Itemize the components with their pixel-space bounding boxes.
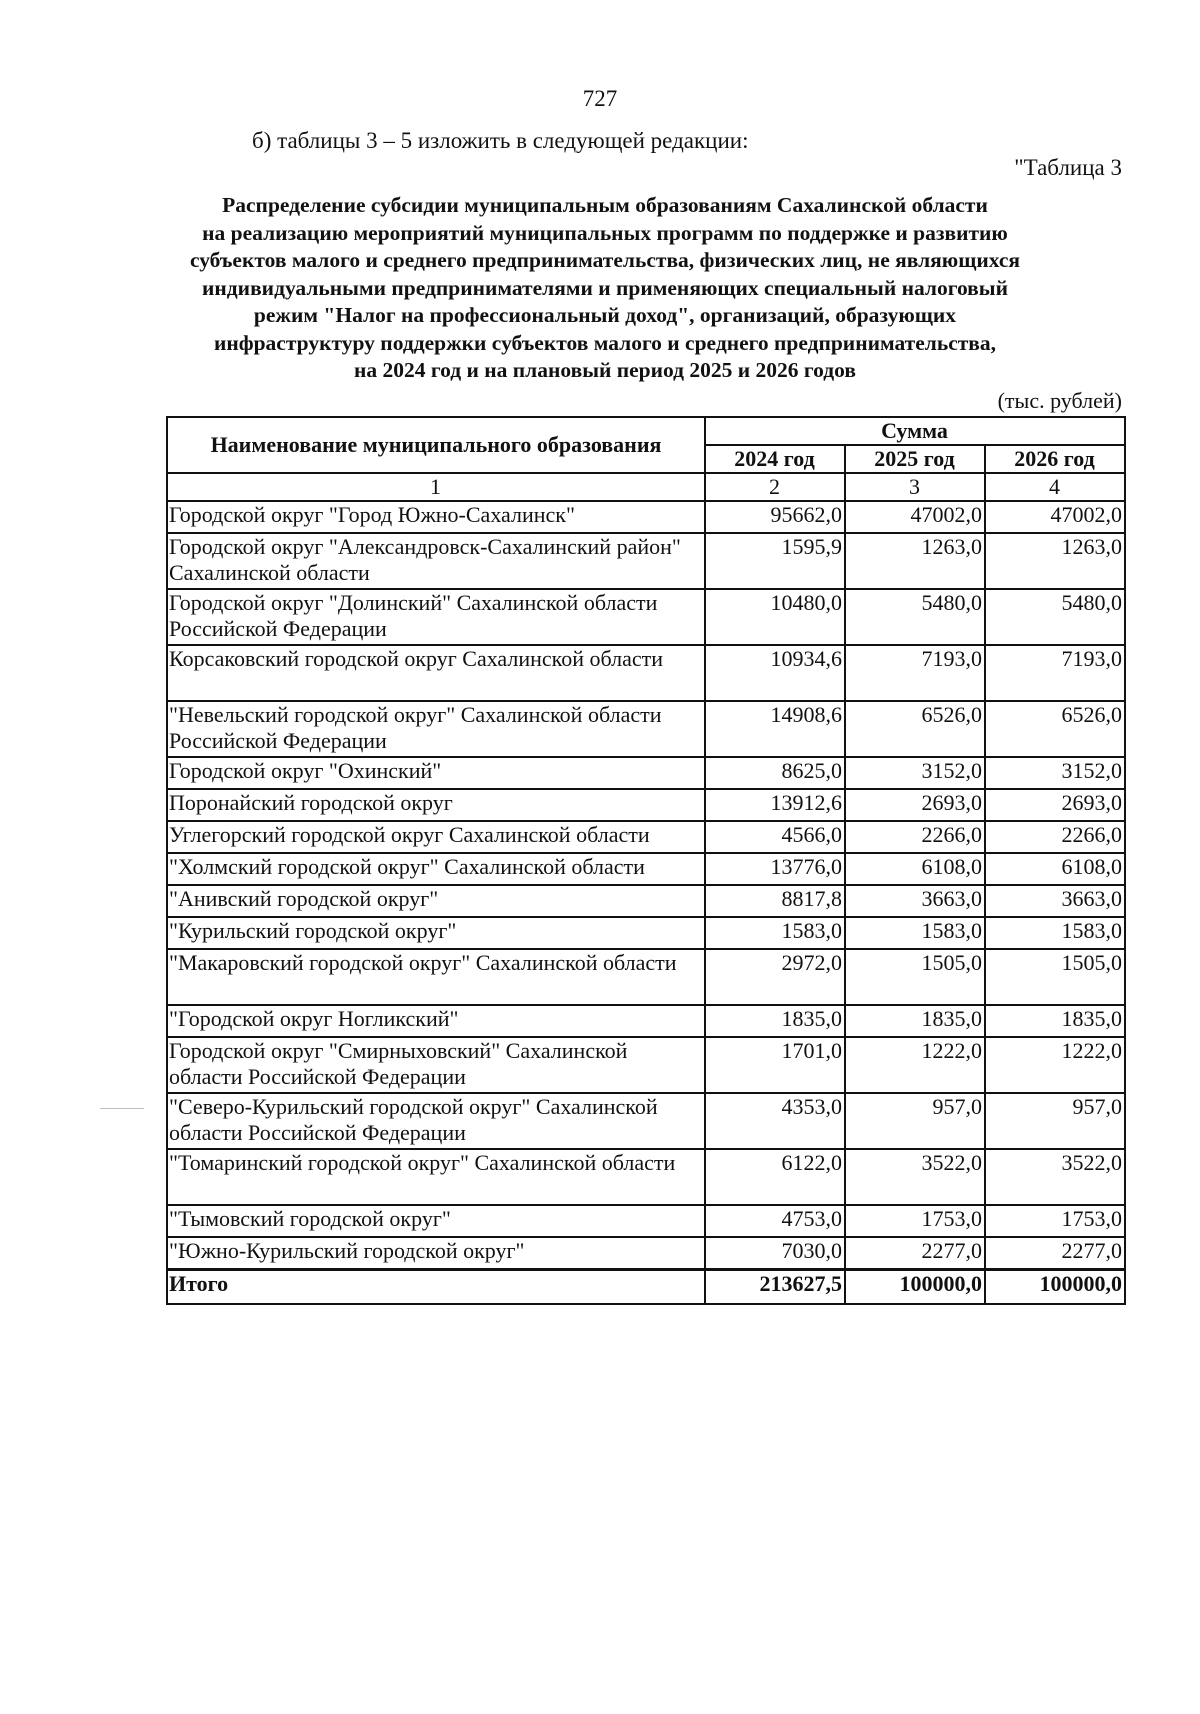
municipality-name: "Макаровский городской округ" Сахалинской области xyxy=(167,949,705,1005)
table-body xyxy=(167,473,1125,1304)
column-number: 1 xyxy=(167,473,705,501)
table-row xyxy=(167,885,1125,917)
value-2024: 7030,0 xyxy=(705,1237,845,1270)
table-row xyxy=(167,1149,1125,1205)
table-row xyxy=(167,501,1125,533)
value-2026: 47002,0 xyxy=(985,501,1125,533)
municipality-name: "Курильский городской округ" xyxy=(167,917,705,949)
value-2024: 8817,8 xyxy=(705,885,845,917)
value-2026: 1263,0 xyxy=(985,533,1125,589)
value-2025: 1583,0 xyxy=(845,917,985,949)
value-2025: 3152,0 xyxy=(845,757,985,789)
value-2025: 2693,0 xyxy=(845,789,985,821)
value-2026: 5480,0 xyxy=(985,589,1125,645)
value-2024: 13912,6 xyxy=(705,789,845,821)
value-2024: 10934,6 xyxy=(705,645,845,701)
table-row xyxy=(167,589,1125,645)
table-row xyxy=(167,701,1125,757)
table-row xyxy=(167,821,1125,853)
table-row xyxy=(167,949,1125,1005)
municipality-name: "Тымовский городской округ" xyxy=(167,1205,705,1237)
value-2026: 7193,0 xyxy=(985,645,1125,701)
value-2025: 1263,0 xyxy=(845,533,985,589)
table-row xyxy=(167,757,1125,789)
table-row xyxy=(167,645,1125,701)
table-row xyxy=(167,533,1125,589)
value-2025: 1835,0 xyxy=(845,1005,985,1037)
municipality-name: Городской округ "Долинский" Сахалинской области Российской Федерации xyxy=(167,589,705,645)
table-row xyxy=(167,853,1125,885)
table-title xyxy=(150,192,1060,385)
table-row xyxy=(167,1005,1125,1037)
value-2026: 1583,0 xyxy=(985,917,1125,949)
value-2024: 1701,0 xyxy=(705,1037,845,1093)
margin-mark xyxy=(100,1108,144,1109)
column-number: 4 xyxy=(985,473,1125,501)
value-2026: 1753,0 xyxy=(985,1205,1125,1237)
value-2024: 14908,6 xyxy=(705,701,845,757)
municipality-name: Городской округ "Смирныховский" Сахалинской области Российской Федерации xyxy=(167,1037,705,1093)
municipality-name: "Анивский городской округ" xyxy=(167,885,705,917)
value-2025: 1505,0 xyxy=(845,949,985,1005)
table-row xyxy=(167,1037,1125,1093)
value-2026: 6526,0 xyxy=(985,701,1125,757)
value-2025: 3522,0 xyxy=(845,1149,985,1205)
municipality-name: "Невельский городской округ" Сахалинской области Российской Федерации xyxy=(167,701,705,757)
value-2025: 2277,0 xyxy=(845,1237,985,1270)
municipality-name: Корсаковский городской округ Сахалинской области xyxy=(167,645,705,701)
total-2025: 100000,0 xyxy=(845,1270,985,1305)
table-label: "Таблица 3 xyxy=(1014,155,1122,180)
header-sum: Сумма xyxy=(705,417,1125,445)
municipality-name: "Южно-Курильский городской округ" xyxy=(167,1237,705,1270)
value-2025: 3663,0 xyxy=(845,885,985,917)
header-year-2024: 2024 год xyxy=(705,445,845,473)
value-2025: 6526,0 xyxy=(845,701,985,757)
municipality-name: "Томаринский городской округ" Сахалинской области xyxy=(167,1149,705,1205)
value-2026: 2266,0 xyxy=(985,821,1125,853)
value-2024: 8625,0 xyxy=(705,757,845,789)
table-row xyxy=(167,1093,1125,1149)
value-2024: 95662,0 xyxy=(705,501,845,533)
header-municipality: Наименование муниципального образования xyxy=(167,417,705,473)
title-line: режим "Налог на профессиональный доход", организаций, образующих xyxy=(253,303,957,327)
total-row xyxy=(167,1270,1125,1305)
municipality-name: Городской округ "Александровск-Сахалинский район" Сахалинской области xyxy=(167,533,705,589)
header-year-2026: 2026 год xyxy=(985,445,1125,473)
municipality-name: Городской округ "Охинский" xyxy=(167,757,705,789)
municipality-name: Городской округ "Город Южно-Сахалинск" xyxy=(167,501,705,533)
intro-paragraph: б) таблицы 3 – 5 изложить в следующей редакции: xyxy=(252,128,749,153)
value-2026: 3663,0 xyxy=(985,885,1125,917)
value-2025: 5480,0 xyxy=(845,589,985,645)
value-2026: 957,0 xyxy=(985,1093,1125,1149)
table-row xyxy=(167,1205,1125,1237)
value-2024: 4353,0 xyxy=(705,1093,845,1149)
value-2024: 13776,0 xyxy=(705,853,845,885)
total-2024: 213627,5 xyxy=(705,1270,845,1305)
municipality-name: Углегорский городской округ Сахалинской области xyxy=(167,821,705,853)
page-number: 727 xyxy=(582,86,618,111)
municipality-name: "Холмский городской округ" Сахалинской области xyxy=(167,853,705,885)
value-2026: 1835,0 xyxy=(985,1005,1125,1037)
column-number: 2 xyxy=(705,473,845,501)
value-2026: 2693,0 xyxy=(985,789,1125,821)
value-2026: 1505,0 xyxy=(985,949,1125,1005)
value-2026: 3522,0 xyxy=(985,1149,1125,1205)
title-line: на реализацию мероприятий муниципальных программ по поддержке и развитию xyxy=(202,220,1008,245)
value-2025: 2266,0 xyxy=(845,821,985,853)
value-2026: 1222,0 xyxy=(985,1037,1125,1093)
value-2024: 4753,0 xyxy=(705,1205,845,1237)
value-2026: 6108,0 xyxy=(985,853,1125,885)
title-line: индивидуальными предпринимателями и применяющих специальный налоговый xyxy=(202,275,1008,300)
title-line: на 2024 год и на плановый период 2025 и 2026 годов xyxy=(354,358,856,382)
value-2026: 2277,0 xyxy=(985,1237,1125,1270)
municipality-name: "Городской округ Ногликский" xyxy=(167,1005,705,1037)
value-2024: 1595,9 xyxy=(705,533,845,589)
column-number: 3 xyxy=(845,473,985,501)
value-2025: 1222,0 xyxy=(845,1037,985,1093)
table-row xyxy=(167,1237,1125,1270)
units-note: (тыс. рублей) xyxy=(997,388,1122,413)
municipality-name: "Северо-Курильский городской округ" Сахалинской области Российской Федерации xyxy=(167,1093,705,1149)
value-2024: 4566,0 xyxy=(705,821,845,853)
total-label: Итого xyxy=(167,1270,705,1305)
value-2026: 3152,0 xyxy=(985,757,1125,789)
value-2024: 1583,0 xyxy=(705,917,845,949)
value-2024: 6122,0 xyxy=(705,1149,845,1205)
title-line: инфраструктуру поддержки субъектов малого и среднего предпринимательства, xyxy=(213,330,997,355)
table-row xyxy=(167,917,1125,949)
subsidy-table xyxy=(166,416,1126,1305)
total-2026: 100000,0 xyxy=(985,1270,1125,1305)
value-2024: 10480,0 xyxy=(705,589,845,645)
table-row xyxy=(167,789,1125,821)
value-2025: 47002,0 xyxy=(845,501,985,533)
header-year-2025: 2025 год xyxy=(845,445,985,473)
title-line: Распределение субсидии муниципальным образованиям Сахалинской области xyxy=(222,193,988,217)
municipality-name: Поронайский городской округ xyxy=(167,789,705,821)
value-2025: 6108,0 xyxy=(845,853,985,885)
value-2024: 2972,0 xyxy=(705,949,845,1005)
value-2025: 1753,0 xyxy=(845,1205,985,1237)
column-number-row xyxy=(167,473,1125,501)
value-2025: 957,0 xyxy=(845,1093,985,1149)
value-2024: 1835,0 xyxy=(705,1005,845,1037)
value-2025: 7193,0 xyxy=(845,645,985,701)
title-line: субъектов малого и среднего предпринимательства, физических лиц, не являющихся xyxy=(189,248,1021,272)
